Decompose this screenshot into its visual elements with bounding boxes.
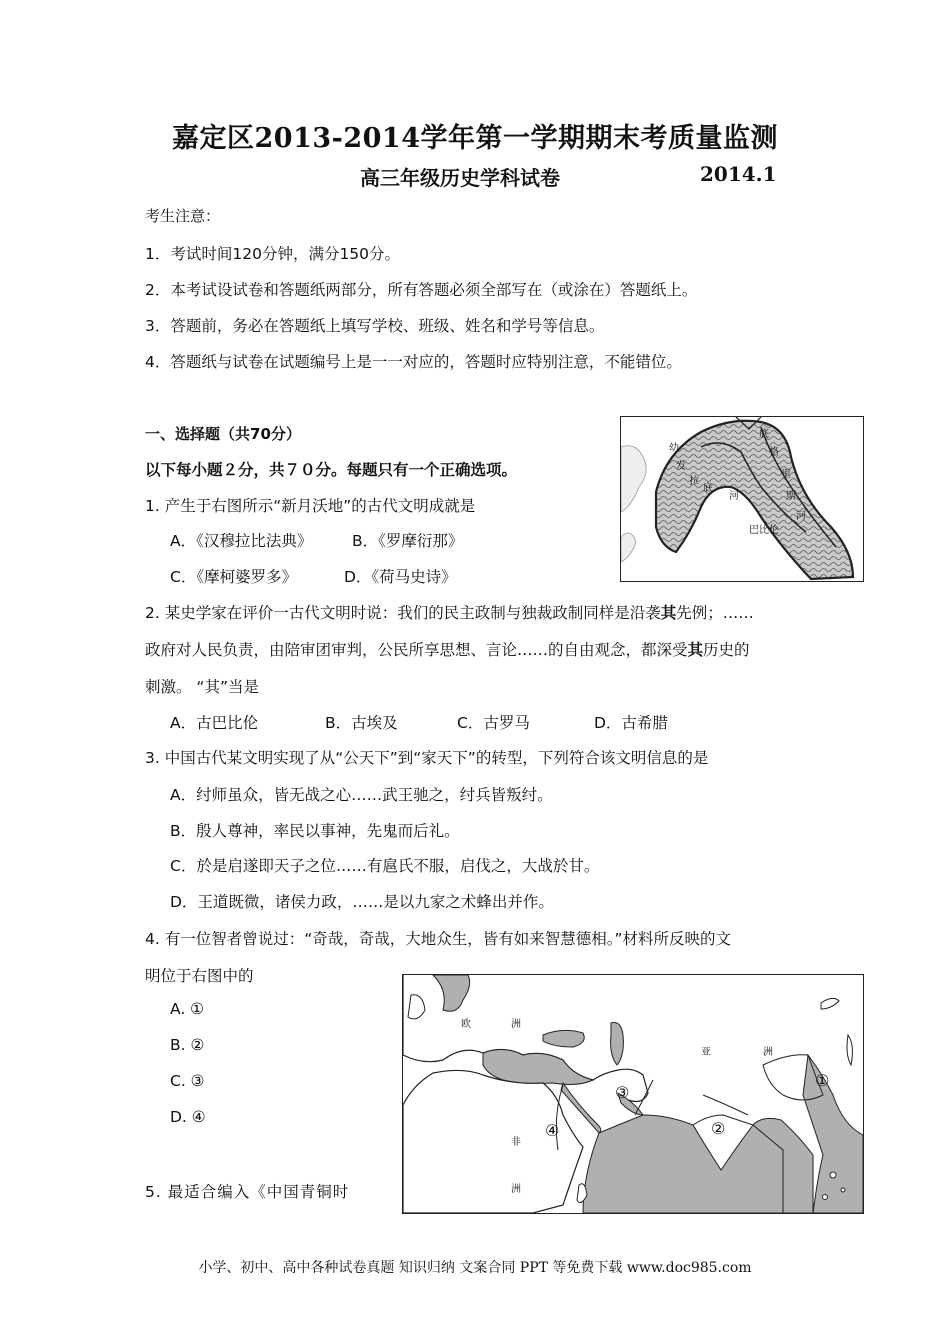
exam-date: 2014.1 <box>700 162 777 186</box>
map2-marker-4: ④ <box>545 1121 560 1140</box>
map1-label: 发 <box>676 461 686 472</box>
map1-label: 巴比伦 <box>749 525 779 536</box>
question-1-option-b: B．《罗摩衍那》 <box>352 532 464 550</box>
question-4-option-a: A. ① <box>170 1000 205 1018</box>
map2-label-europe: 欧 <box>461 1019 471 1030</box>
question-4-option-c: C. ③ <box>170 1072 205 1090</box>
world-civilizations-map-graphic <box>403 975 863 1213</box>
question-5-stem: 5. 最适合编入《中国青铜时 <box>145 1183 350 1201</box>
map1-label: 里 <box>781 469 791 480</box>
section-instruction: 以下每小题２分，共７０分。每题只有一个正确选项。 <box>145 461 518 479</box>
map2-label-asia: 洲 <box>763 1047 773 1058</box>
map2-marker-2: ② <box>711 1119 726 1138</box>
q2-text: 历史的 <box>703 641 750 659</box>
question-2-option-b: B．古埃及 <box>325 714 398 732</box>
question-2-line-3: 刺激。 “其”当是 <box>145 678 259 696</box>
map1-label: 拉 <box>689 476 699 487</box>
map2-label-africa: 洲 <box>511 1184 521 1195</box>
question-1-option-a: A．《汉穆拉比法典》 <box>170 532 313 550</box>
exam-subtitle: 高三年级历史学科试卷 <box>360 166 560 190</box>
map2-label-asia: 亚 <box>701 1047 711 1058</box>
exam-title: 嘉定区2013-2014学年第一学期期末考质量监测 <box>172 123 778 154</box>
map2-marker-3: ③ <box>615 1083 630 1102</box>
notice-item: 3．答题前，务必在答题纸上填写学校、班级、姓名和学号等信息。 <box>145 317 605 335</box>
notice-item: 4．答题纸与试卷在试题编号上是一一对应的，答题时应特别注意，不能错位。 <box>145 353 682 371</box>
question-4-option-b: B. ② <box>170 1036 205 1054</box>
question-1-option-d: D．《荷马史诗》 <box>344 568 457 586</box>
q2-emphasis: 其 <box>687 641 704 659</box>
question-3-option-d: D．王道既微，诸侯力政，……是以九家之术蜂出并作。 <box>170 893 554 911</box>
map2-label-europe: 洲 <box>511 1019 521 1030</box>
section-heading: 一、选择题（共70分） <box>145 425 301 443</box>
notice-item: 1．考试时间120分钟，满分150分。 <box>145 245 401 263</box>
question-2-line-1 <box>145 601 754 623</box>
question-3-option-c: C．於是启遂即天子之位……有扈氏不服，启伐之，大战於甘。 <box>170 857 600 875</box>
map2-marker-1: ① <box>815 1071 830 1090</box>
map1-label: 底 <box>759 429 769 440</box>
map1-label: 幼 <box>669 443 679 454</box>
question-3-option-a: A．纣师虽众，皆无战之心……武王驰之，纣兵皆叛纣。 <box>170 786 553 804</box>
q2-text: 2. 某史学家在评价一古代文明时说：我们的民主政制与独裁政制同样是沿袭 <box>145 604 661 622</box>
question-4-option-d: D. ④ <box>170 1108 206 1126</box>
q2-text: 先例；…… <box>676 604 754 622</box>
question-1-option-c: C．《摩柯婆罗多》 <box>170 568 298 586</box>
map1-label: 河 <box>796 511 806 522</box>
notice-heading: 考生注意： <box>145 207 221 225</box>
map1-label: 河 <box>729 491 739 502</box>
world-civilizations-map <box>402 974 864 1214</box>
q2-text: 政府对人民负责，由陪审团审判，公民所享思想、言论……的自由观念，都深受 <box>145 641 688 659</box>
q2-emphasis: 其 <box>660 604 677 622</box>
question-3-stem: 3. 中国古代某文明实现了从“公天下”到“家天下”的转型，下列符合该文明信息的是 <box>145 749 709 767</box>
page-footer: 小学、初中、高中各种试卷真题 知识归纳 文案合同 PPT 等免费下载 www.doc985.com <box>198 1260 752 1276</box>
map1-label: 斯 <box>786 491 796 502</box>
fertile-crescent-map <box>620 416 864 582</box>
question-1-stem: 1. 产生于右图所示“新月沃地”的古代文明成就是 <box>145 497 476 515</box>
question-4-stem-1: 4. 有一位智者曾说过：“奇哉，奇哉，大地众生，皆有如来智慧德相。”材料所反映的文 <box>145 930 732 948</box>
question-4-stem-2: 明位于右图中的 <box>145 967 254 985</box>
question-3-option-b: B．殷人尊神，率民以事神，先鬼而后礼。 <box>170 822 460 840</box>
question-2-option-d: D．古希腊 <box>594 714 668 732</box>
fertile-crescent-map-graphic <box>621 417 863 581</box>
map1-label: 底 <box>703 483 713 494</box>
question-2-line-2 <box>145 638 750 660</box>
notice-item: 2．本考试设试卷和答题纸两部分，所有答题必须全部写在（或涂在）答题纸上。 <box>145 281 698 299</box>
map1-label: 格 <box>769 447 779 458</box>
question-2-option-c: C．古罗马 <box>457 714 530 732</box>
map2-label-africa: 非 <box>511 1137 521 1148</box>
question-2-option-a: A．古巴比伦 <box>170 714 259 732</box>
